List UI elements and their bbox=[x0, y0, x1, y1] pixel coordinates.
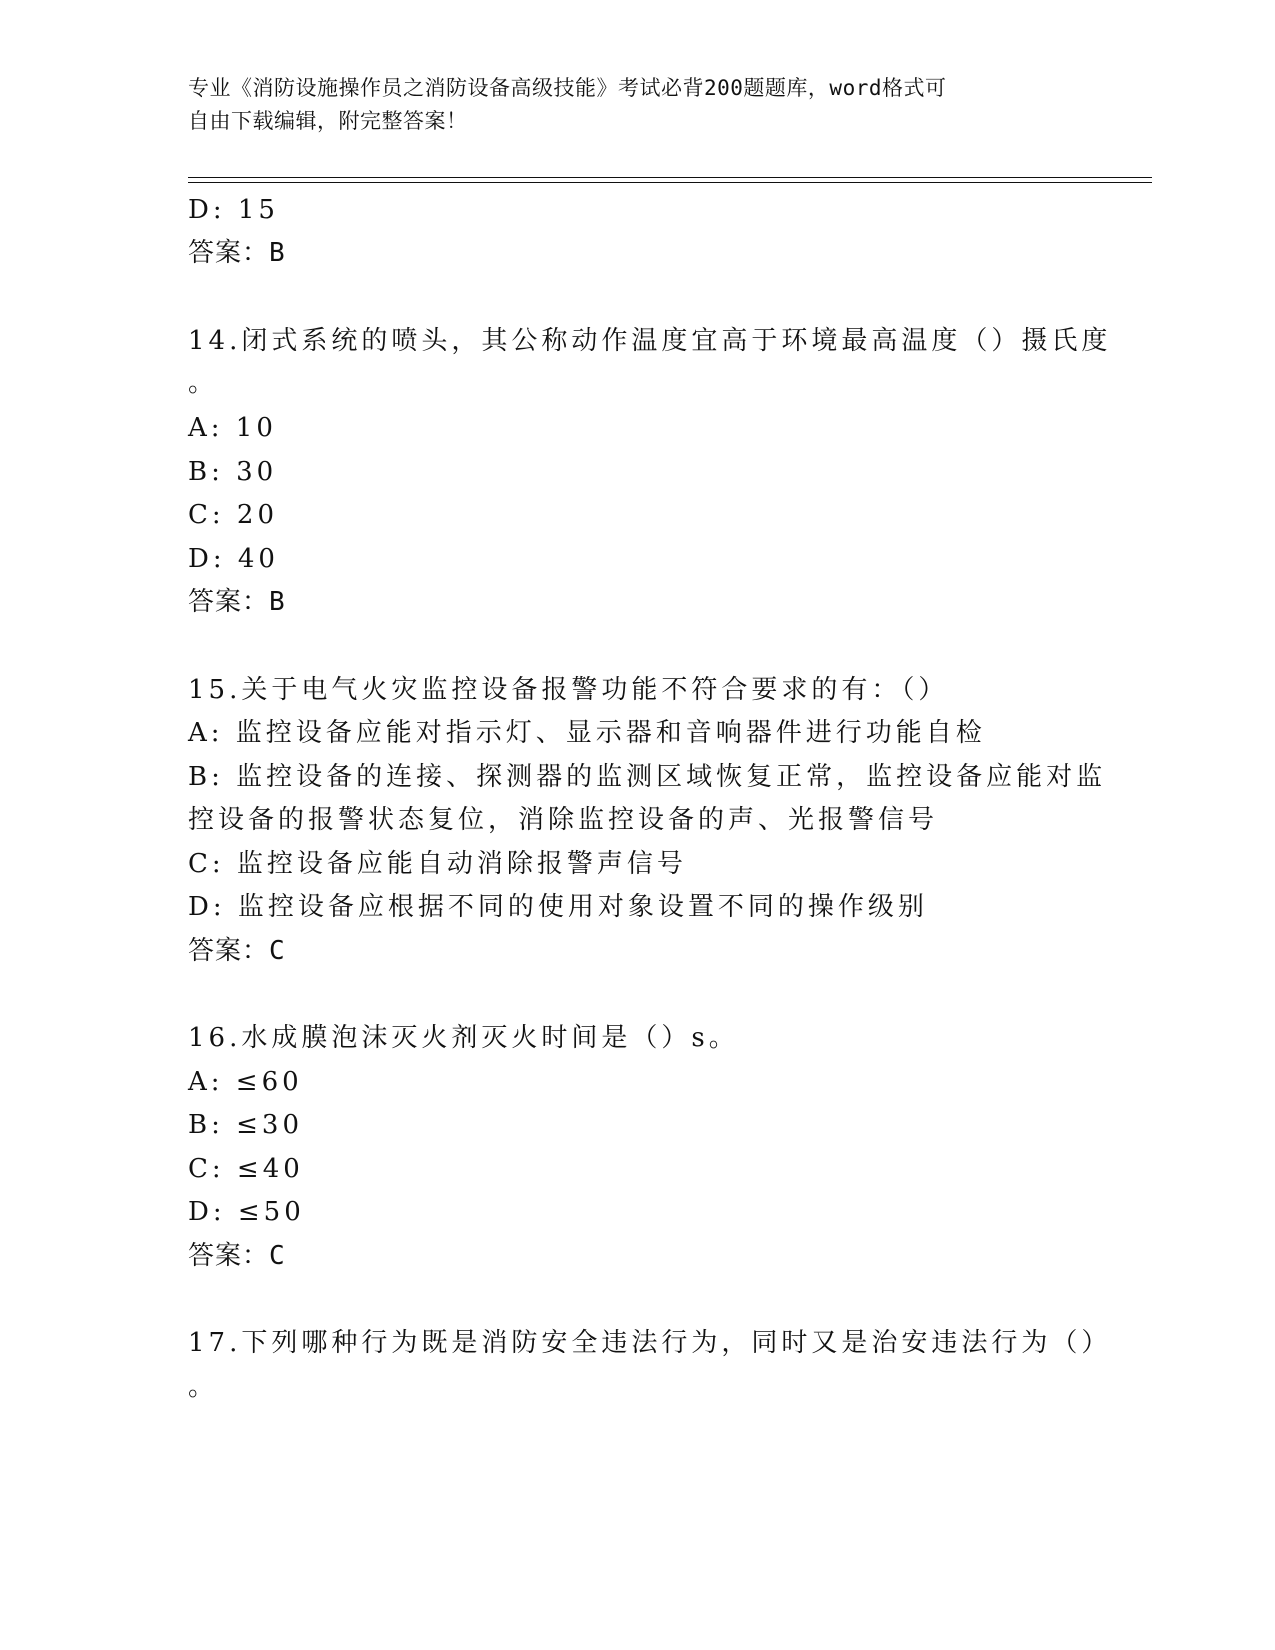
question-14-answer bbox=[188, 585, 286, 619]
question-16-option-c: C: ≤40 bbox=[188, 1154, 304, 1184]
question-14-stem: 14.闭式系统的喷头，其公称动作温度宜高于环境最高温度（）摄氏度 bbox=[188, 326, 1112, 356]
question-15-option-b-cont: 控设备的报警状态复位，消除监控设备的声、光报警信号 bbox=[188, 805, 939, 835]
answer-label: 答案： bbox=[188, 1241, 270, 1271]
prev-answer bbox=[188, 236, 286, 270]
header-rule-bottom bbox=[188, 182, 1152, 183]
question-16-option-b: B: ≤30 bbox=[188, 1110, 303, 1140]
header-rule-top bbox=[188, 177, 1152, 178]
answer-value: C bbox=[269, 936, 286, 966]
answer-label: 答案： bbox=[188, 238, 270, 268]
question-15-option-c: C: 监控设备应能自动消除报警声信号 bbox=[188, 849, 687, 879]
answer-label: 答案： bbox=[188, 936, 270, 966]
question-14-stem-cont: 。 bbox=[188, 368, 219, 398]
question-14-option-c: C: 20 bbox=[188, 500, 279, 530]
header-line-2: 自由下载编辑，附完整答案！ bbox=[188, 109, 468, 133]
prev-option-d: D: 15 bbox=[188, 195, 279, 225]
question-15-stem: 15.关于电气火灾监控设备报警功能不符合要求的有：（） bbox=[188, 675, 949, 705]
question-14-option-a: A: 10 bbox=[188, 413, 277, 443]
question-15-option-b: B: 监控设备的连接、探测器的监测区域恢复正常，监控设备应能对监 bbox=[188, 762, 1107, 792]
question-14-option-d: D: 40 bbox=[188, 544, 279, 574]
question-15-answer bbox=[188, 934, 286, 968]
question-17-stem-cont: 。 bbox=[188, 1372, 219, 1402]
question-15-option-a: A: 监控设备应能对指示灯、显示器和音响器件进行功能自检 bbox=[188, 718, 986, 748]
header-line-1: 专业《消防设施操作员之消防设备高级技能》考试必背200题题库，word格式可 bbox=[188, 76, 947, 100]
document-header bbox=[188, 72, 1068, 138]
answer-value: C bbox=[269, 1241, 286, 1271]
answer-value: B bbox=[269, 587, 286, 617]
question-17-stem: 17.下列哪种行为既是消防安全违法行为，同时又是治安违法行为（） bbox=[188, 1328, 1112, 1358]
question-16-option-a: A: ≤60 bbox=[188, 1067, 303, 1097]
question-16-stem: 16.水成膜泡沫灭火剂灭火时间是（）s。 bbox=[188, 1023, 739, 1053]
question-15-option-d: D: 监控设备应根据不同的使用对象设置不同的操作级别 bbox=[188, 892, 928, 922]
question-16-option-d: D: ≤50 bbox=[188, 1197, 305, 1227]
answer-label: 答案： bbox=[188, 587, 270, 617]
answer-value: B bbox=[269, 238, 286, 268]
question-16-answer bbox=[188, 1239, 286, 1273]
question-14-option-b: B: 30 bbox=[188, 457, 278, 487]
